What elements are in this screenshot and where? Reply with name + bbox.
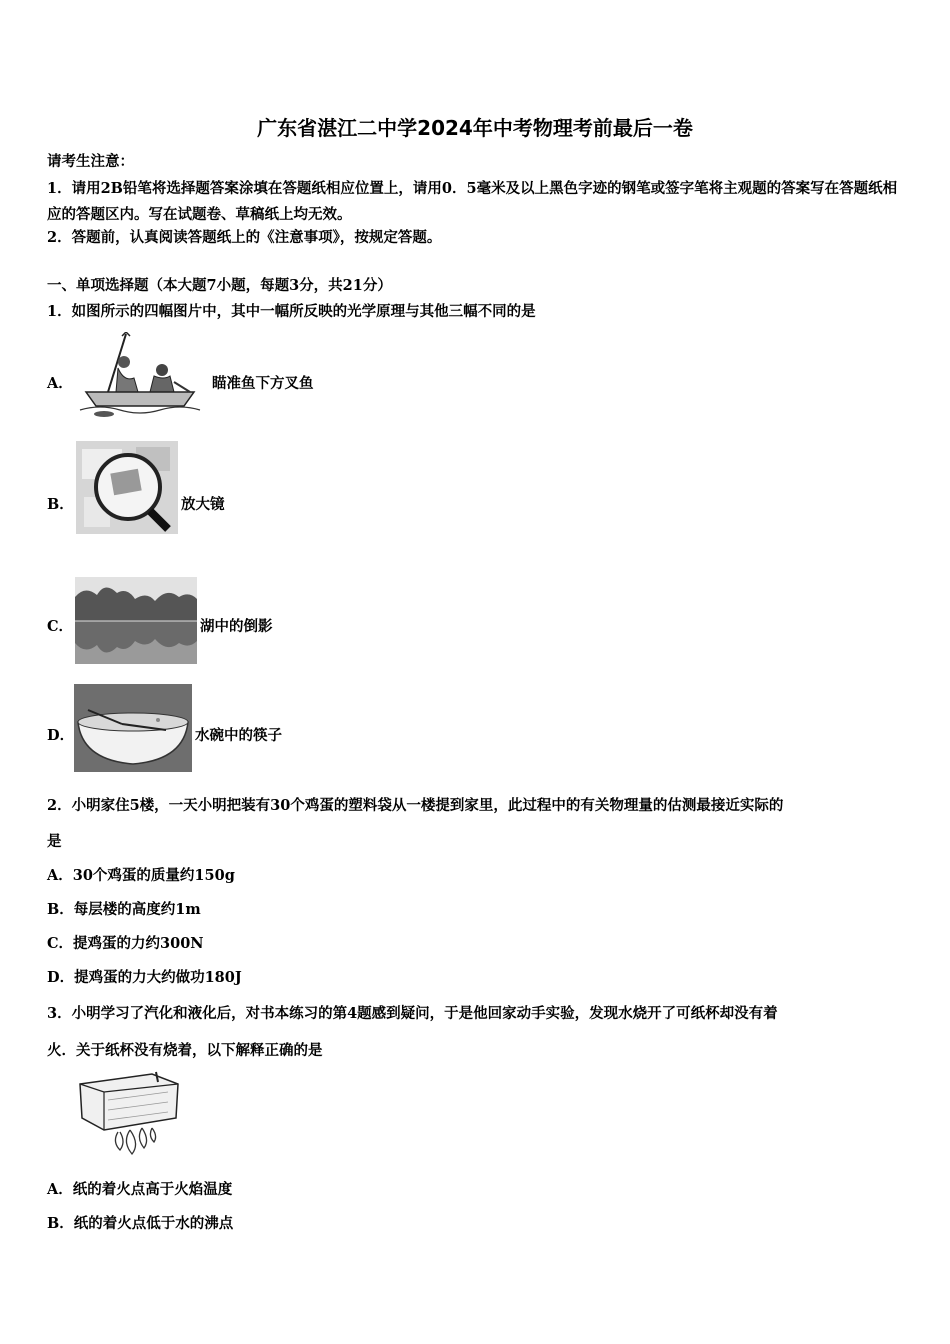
question-2-stem-line1: 2．小明家住5楼，一天小明把装有30个鸡蛋的塑料袋从一楼提到家里，此过程中的有关物理量的估测最接近实际的 xyxy=(47,797,784,814)
option-b-caption: 放大镜 xyxy=(181,496,225,513)
option-d-caption: 水碗中的筷子 xyxy=(195,727,282,744)
option-a-caption: 瞄准鱼下方叉鱼 xyxy=(212,375,314,392)
question-3-option-b: B．纸的着火点低于水的沸点 xyxy=(47,1215,234,1232)
magnifier-image xyxy=(76,441,178,534)
lake-reflection-image xyxy=(75,577,197,664)
question-2-option-c: C．提鸡蛋的力约300N xyxy=(47,935,204,952)
page-title: 广东省湛江二中学2024年中考物理考前最后一卷 xyxy=(257,116,693,140)
question-2-stem-line2: 是 xyxy=(47,833,62,850)
option-c-caption: 湖中的倒影 xyxy=(200,618,273,635)
chopsticks-bowl-image xyxy=(74,684,192,772)
option-d-letter: D． xyxy=(47,727,75,744)
question-3-stem-line1: 3．小明学习了汽化和液化后，对书本练习的第4题感到疑问，于是他回家动手实验，发现水烧开了可纸杯却没有着 xyxy=(47,1005,778,1022)
notice-item-1: 1．请用2B铅笔将选择题答案涂填在答题纸相应位置上，请用0．5毫米及以上黑色字迹的钢笔或签字笔将主观题的答案写在答题纸相应的答题区内。写在试题卷、草稿纸上均无效。 xyxy=(47,180,898,223)
option-c-letter: C． xyxy=(47,618,74,635)
notice-heading: 请考生注意： xyxy=(47,153,134,170)
question-2-option-a: A．30个鸡蛋的质量约150g xyxy=(47,867,235,884)
fishing-boat-image xyxy=(78,332,210,422)
option-a-letter: A． xyxy=(47,375,73,392)
question-3-stem-line2: 火．关于纸杯没有烧着，以下解释正确的是 xyxy=(47,1042,323,1059)
question-2-option-d: D．提鸡蛋的力大约做功180J xyxy=(47,969,242,986)
question-3-option-a: A．纸的着火点高于火焰温度 xyxy=(47,1181,233,1198)
question-2-option-b: B．每层楼的高度约1m xyxy=(47,901,201,918)
notice-item-2: 2．答题前，认真阅读答题纸上的《注意事项》，按规定答题。 xyxy=(47,229,442,246)
question-1-stem: 1．如图所示的四幅图片中，其中一幅所反映的光学原理与其他三幅不同的是 xyxy=(47,303,536,320)
option-b-letter: B． xyxy=(47,496,74,513)
section-heading: 一、单项选择题（本大题7小题，每题3分，共21分） xyxy=(47,277,392,294)
paper-cup-flame-image xyxy=(74,1070,186,1162)
